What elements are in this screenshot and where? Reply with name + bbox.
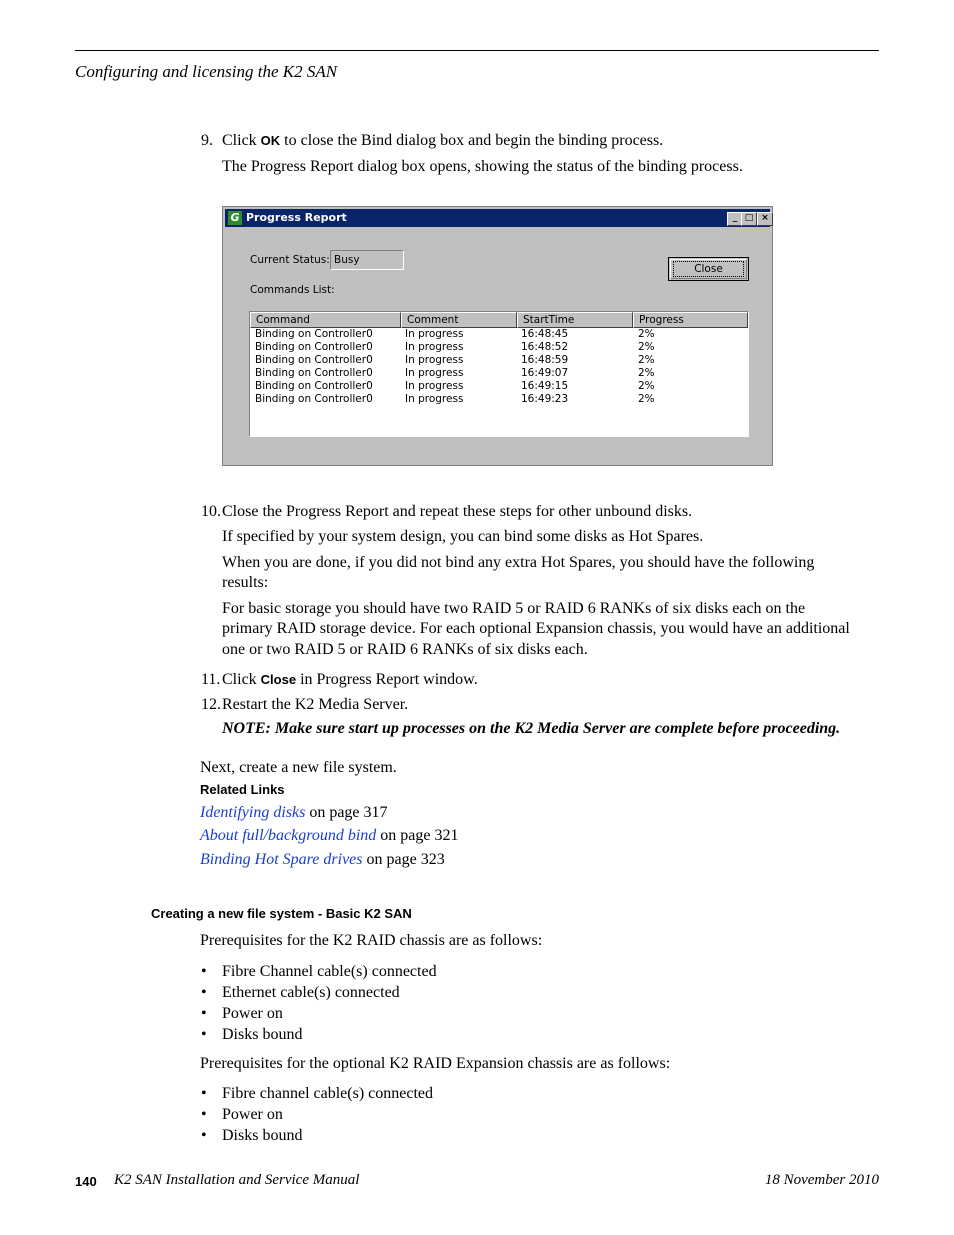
link-about-full-background-bind[interactable]: About full/background bind	[200, 827, 377, 844]
cell-command: Binding on Controller0	[255, 341, 373, 353]
section-heading: Creating a new file system - Basic K2 SAN	[151, 906, 412, 921]
step-12-text: Restart the K2 Media Server.	[222, 696, 409, 713]
list-item	[201, 961, 207, 982]
cell-command: Binding on Controller0	[255, 354, 373, 366]
bullet: •	[201, 1085, 207, 1102]
list-item-text: Disks bound	[222, 1127, 303, 1144]
step-11-text	[222, 670, 478, 690]
link-binding-hot-spare-drives[interactable]: Binding Hot Spare drives	[200, 851, 363, 868]
footer-date: 18 November 2010	[764, 1172, 879, 1188]
dialog-title: Progress Report	[246, 211, 347, 224]
close-button[interactable]	[668, 257, 749, 281]
list-item-text: Disks bound	[222, 1026, 303, 1043]
running-title: Configuring and licensing the K2 SAN	[75, 62, 338, 81]
link-page-ref: on page 321	[376, 827, 459, 844]
list-item	[201, 1104, 207, 1125]
cell-comment: In progress	[405, 393, 464, 405]
cell-command: Binding on Controller0	[255, 367, 373, 379]
cell-progress: 2%	[638, 380, 655, 392]
step-12-number: 12.	[201, 696, 221, 713]
current-status-field: Busy	[330, 250, 404, 270]
current-status-label: Current Status:	[250, 254, 330, 266]
cell-starttime: 16:48:59	[521, 354, 569, 366]
step-11-number: 11.	[201, 671, 221, 688]
cell-starttime: 16:48:52	[521, 341, 569, 353]
cell-command: Binding on Controller0	[255, 328, 373, 340]
cell-progress: 2%	[638, 367, 655, 379]
step-10-text: Close the Progress Report and repeat these steps for other unbound disks.	[222, 503, 693, 520]
prereq-expansion-chassis: Prerequisites for the optional K2 RAID Expansion chassis are as follows:	[200, 1055, 671, 1072]
page-number: 140	[75, 1174, 97, 1189]
dialog-titlebar	[225, 209, 770, 227]
cell-progress: 2%	[638, 328, 655, 340]
minimize-icon[interactable]: _	[727, 212, 743, 226]
step-11-post: in Progress Report window.	[296, 671, 478, 688]
close-button-label: Close	[670, 259, 747, 279]
ok-ui-label: OK	[260, 133, 281, 148]
close-button-focus	[673, 261, 744, 277]
step-9-result: The Progress Report dialog box opens, showing the status of the binding process.	[222, 158, 743, 175]
step-10-para2-line2: results:	[222, 574, 269, 591]
progress-report-dialog	[222, 206, 773, 466]
list-item-text: Power on	[222, 1106, 283, 1123]
commands-list[interactable]	[249, 311, 749, 437]
step-9-post: to close the Bind dialog box and begin the binding process.	[280, 132, 664, 149]
link-page-ref: on page 317	[305, 804, 388, 821]
list-item-text: Fibre channel cable(s) connected	[222, 1085, 434, 1102]
step-10-number: 10.	[201, 503, 221, 520]
app-icon: G	[228, 211, 242, 225]
cell-starttime: 16:49:07	[521, 367, 569, 379]
cell-progress: 2%	[638, 341, 655, 353]
cell-starttime: 16:49:15	[521, 380, 569, 392]
list-item-text: Fibre Channel cable(s) connected	[222, 963, 437, 980]
related-link-row	[200, 826, 458, 846]
prereq-raid-chassis: Prerequisites for the K2 RAID chassis are as follows:	[200, 932, 543, 949]
cell-comment: In progress	[405, 328, 464, 340]
link-identifying-disks[interactable]: Identifying disks	[200, 804, 306, 821]
next-text: Next, create a new file system.	[200, 759, 397, 776]
column-header-comment[interactable]: Comment	[401, 312, 517, 328]
cell-starttime: 16:48:45	[521, 328, 569, 340]
step-9-pre: Click	[222, 132, 261, 149]
cell-comment: In progress	[405, 341, 464, 353]
bullet: •	[201, 984, 207, 1001]
step-9-number: 9.	[201, 132, 213, 149]
step-10-para1: If specified by your system design, you can bind some disks as Hot Spares.	[222, 528, 704, 545]
list-item	[201, 1125, 207, 1146]
column-header-progress[interactable]: Progress	[633, 312, 748, 328]
cell-command: Binding on Controller0	[255, 380, 373, 392]
step-10-para3-line1: For basic storage you should have two RAID 5 or RAID 6 RANKs of six disks each on the	[222, 600, 806, 617]
commands-list-label: Commands List:	[250, 284, 335, 296]
bullet: •	[201, 1127, 207, 1144]
cell-progress: 2%	[638, 393, 655, 405]
close-icon[interactable]: ×	[757, 212, 773, 226]
related-link-row	[200, 850, 445, 870]
link-page-ref: on page 323	[362, 851, 445, 868]
cell-comment: In progress	[405, 367, 464, 379]
list-item	[201, 1024, 207, 1045]
list-item-text: Ethernet cable(s) connected	[222, 984, 400, 1001]
related-link-row	[200, 803, 388, 823]
bullet: •	[201, 1005, 207, 1022]
bullet: •	[201, 963, 207, 980]
cell-starttime: 16:49:23	[521, 393, 569, 405]
manual-title: K2 SAN Installation and Service Manual	[114, 1172, 360, 1188]
bullet: •	[201, 1026, 207, 1043]
note-text: NOTE: Make sure start up processes on the K2 Media Server are complete before proceeding.	[222, 720, 841, 737]
step-9-text	[222, 131, 663, 151]
close-ui-label: Close	[260, 672, 297, 687]
step-10-para3-line3: one or two RAID 5 or RAID 6 RANKs of six disks each.	[222, 641, 588, 658]
column-header-command[interactable]: Command	[250, 312, 401, 328]
header-rule	[75, 50, 879, 51]
column-header-starttime[interactable]: StartTime	[517, 312, 633, 328]
related-links-heading: Related Links	[200, 782, 285, 797]
cell-progress: 2%	[638, 354, 655, 366]
step-10-para3-line2: primary RAID storage device. For each optional Expansion chassis, you would have an additional	[222, 620, 850, 637]
cell-command: Binding on Controller0	[255, 393, 373, 405]
maximize-icon[interactable]: □	[741, 212, 757, 226]
list-item	[201, 1083, 207, 1104]
step-11-pre: Click	[222, 671, 261, 688]
list-item-text: Power on	[222, 1005, 283, 1022]
list-item	[201, 1003, 207, 1024]
bullet: •	[201, 1106, 207, 1123]
list-item	[201, 982, 207, 1003]
cell-comment: In progress	[405, 354, 464, 366]
step-10-para2-line1: When you are done, if you did not bind any extra Hot Spares, you should have the following	[222, 554, 815, 571]
cell-comment: In progress	[405, 380, 464, 392]
